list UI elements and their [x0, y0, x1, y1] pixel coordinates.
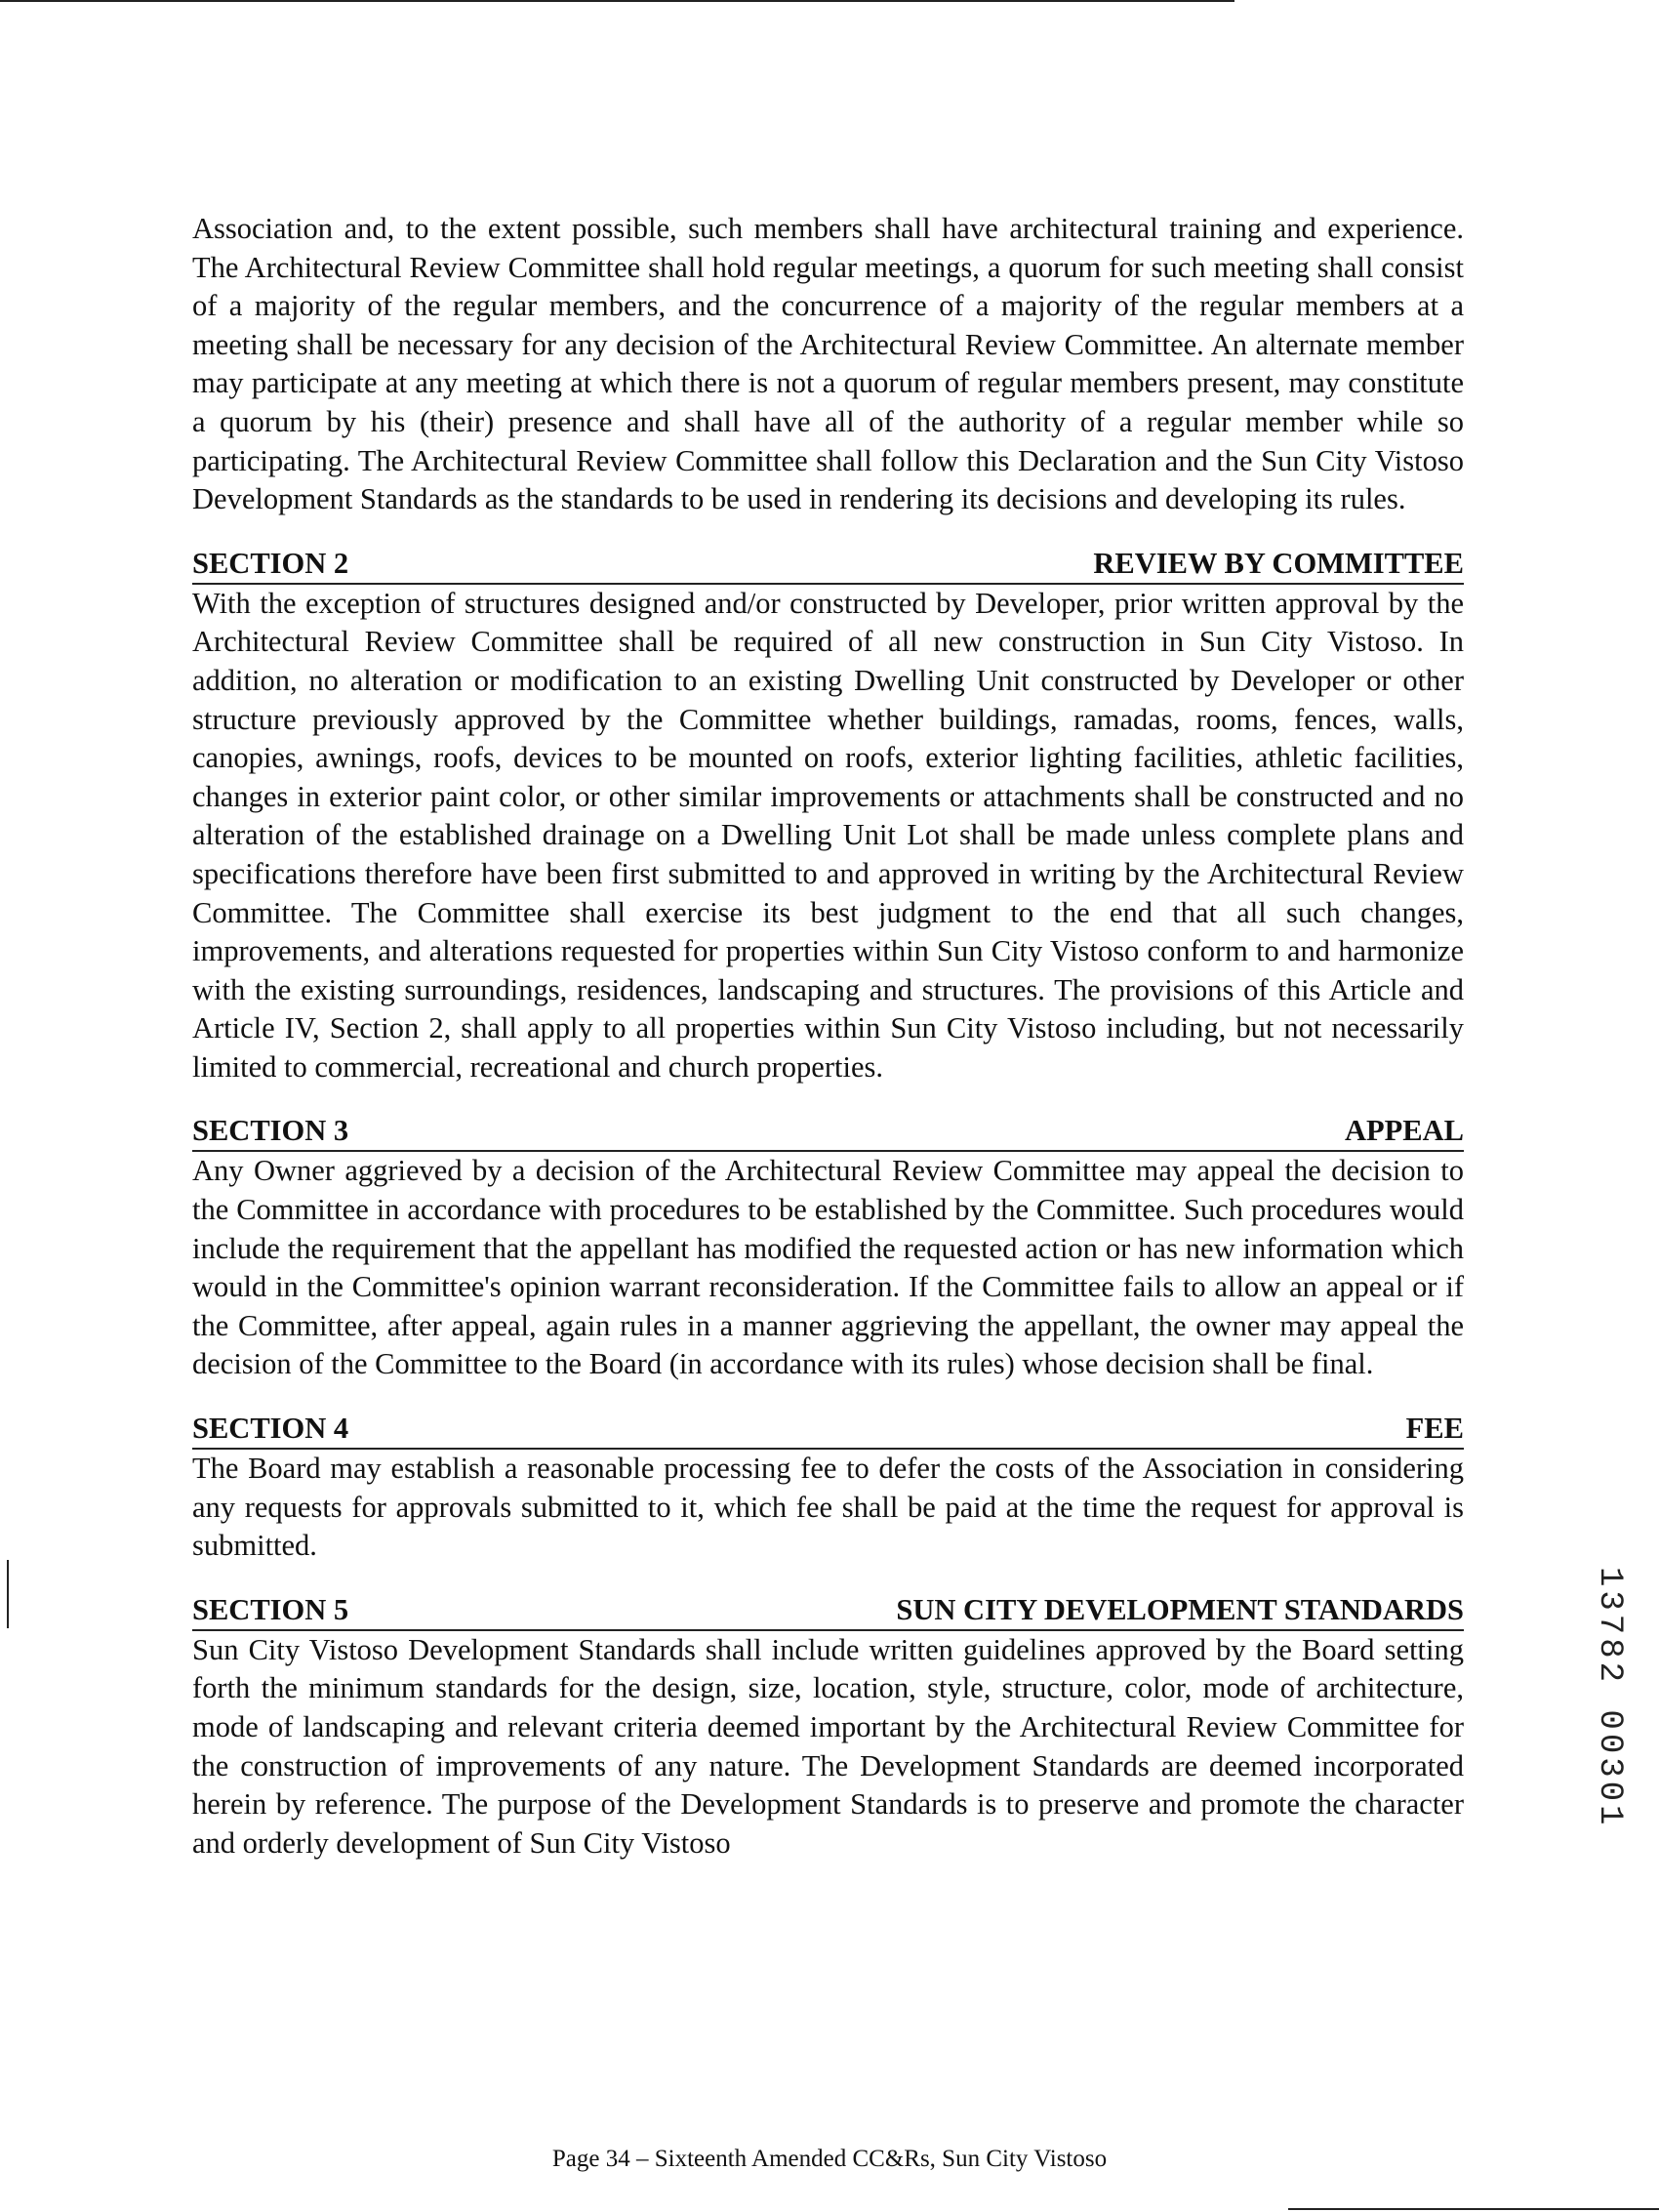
section-2-title: REVIEW BY COMMITTEE — [1093, 546, 1464, 580]
section-2-body: With the exception of structures designed and/or constructed by Developer, prior written approval by the Architectural Review Committee shall be required of all new construction in Sun City Vistoso. In addition, no alteration or modification to an existing Dwelling Unit constructed by Developer or other structure previously approved by the Committee whether buildings, ramadas, rooms, fences, walls, canopies, awnings, roofs, devices to be mounted on roofs, exterior lighting facilities, athletic facilities, changes in exterior paint color, or other similar improvements or attachments shall be constructed and no alteration of the established drainage on a Dwelling Unit Lot shall be made unless complete plans and specifications therefore have been first submitted to and approved in writing by the Architectural Review Committee. The Committee shall exercise its best judgment to the end that all such changes, improvements, and alterations requested for properties within Sun City Vistoso conform to and harmonize with the existing surroundings, residences, landscaping and structures. The provisions of this Article and Article IV, Section 2, shall apply to all properties within Sun City Vistoso including, but not necessarily limited to commercial, recreational and church properties. — [192, 586, 1464, 1084]
document-body — [192, 210, 1464, 1863]
section-5-body: Sun City Vistoso Development Standards shall include written guidelines approved by the Board setting forth the minimum standards for the design, size, location, style, structure, color, mode of architecture, mode of landscaping and relevant criteria deemed important by the Architectural Review Committee for the construction of improvements of any nature. The Development Standards are deemed incorporated herein by reference. The purpose of the Development Standards is to preserve and promote the character and orderly development of Sun City Vistoso — [192, 1632, 1464, 1860]
section-4-title: FEE — [1405, 1412, 1464, 1446]
section-2-header — [192, 546, 1464, 585]
intro-paragraph: Association and, to the extent possible, such members shall have architectural training and experience. The Architectural Review Committee shall hold regular meetings, a quorum for such meeting shall consist of a majority of the regular members, and the concurrence of a majority of the regular members at a meeting shall be necessary for any decision of the Architectural Review Committee. An alternate member may participate at any meeting at which there is not a quorum of regular members present, may constitute a quorum by his (their) presence and shall have all of the authority of a regular member while so participating. The Architectural Review Committee shall follow this Declaration and the Sun City Vistoso Development Standards as the standards to be used in rendering its decisions and developing its rules. — [192, 212, 1464, 516]
section-5-number: SECTION 5 — [192, 1592, 349, 1626]
section-4-number: SECTION 4 — [192, 1412, 349, 1446]
section-3-header — [192, 1113, 1464, 1152]
left-margin-mark — [7, 1560, 9, 1628]
section-5-header — [192, 1592, 1464, 1631]
section-4-header — [192, 1411, 1464, 1450]
side-document-number: 13782 00301 — [1591, 1567, 1628, 1829]
top-edge-rule — [0, 0, 1234, 2]
section-3-number: SECTION 3 — [192, 1114, 349, 1148]
section-5-title: SUN CITY DEVELOPMENT STANDARDS — [896, 1592, 1464, 1626]
section-4-body: The Board may establish a reasonable processing fee to defer the costs of the Association in considering any requests for approvals submitted to it, which fee shall be paid at the time the request for approval is submitted. — [192, 1452, 1464, 1563]
section-3-body: Any Owner aggrieved by a decision of the Architectural Review Committee may appeal the decision to the Committee in accordance with procedures to be established by the Committee. Such procedures would include the requirement that the appellant has modified the requested action or has new information which would in the Committee's opinion warrant reconsideration. If the Committee fails to allow an appeal or if the Committee, after appeal, again rules in a manner aggrieving the appellant, the owner may appeal the decision of the Committee to the Board (in accordance with its rules) whose decision shall be final. — [192, 1154, 1464, 1381]
bottom-edge-rule — [1288, 2208, 1659, 2210]
section-3-title: APPEAL — [1345, 1114, 1464, 1148]
section-2-number: SECTION 2 — [192, 546, 349, 580]
page-footer: Page 34 – Sixteenth Amended CC&Rs, Sun City Vistoso — [551, 2146, 1108, 2172]
